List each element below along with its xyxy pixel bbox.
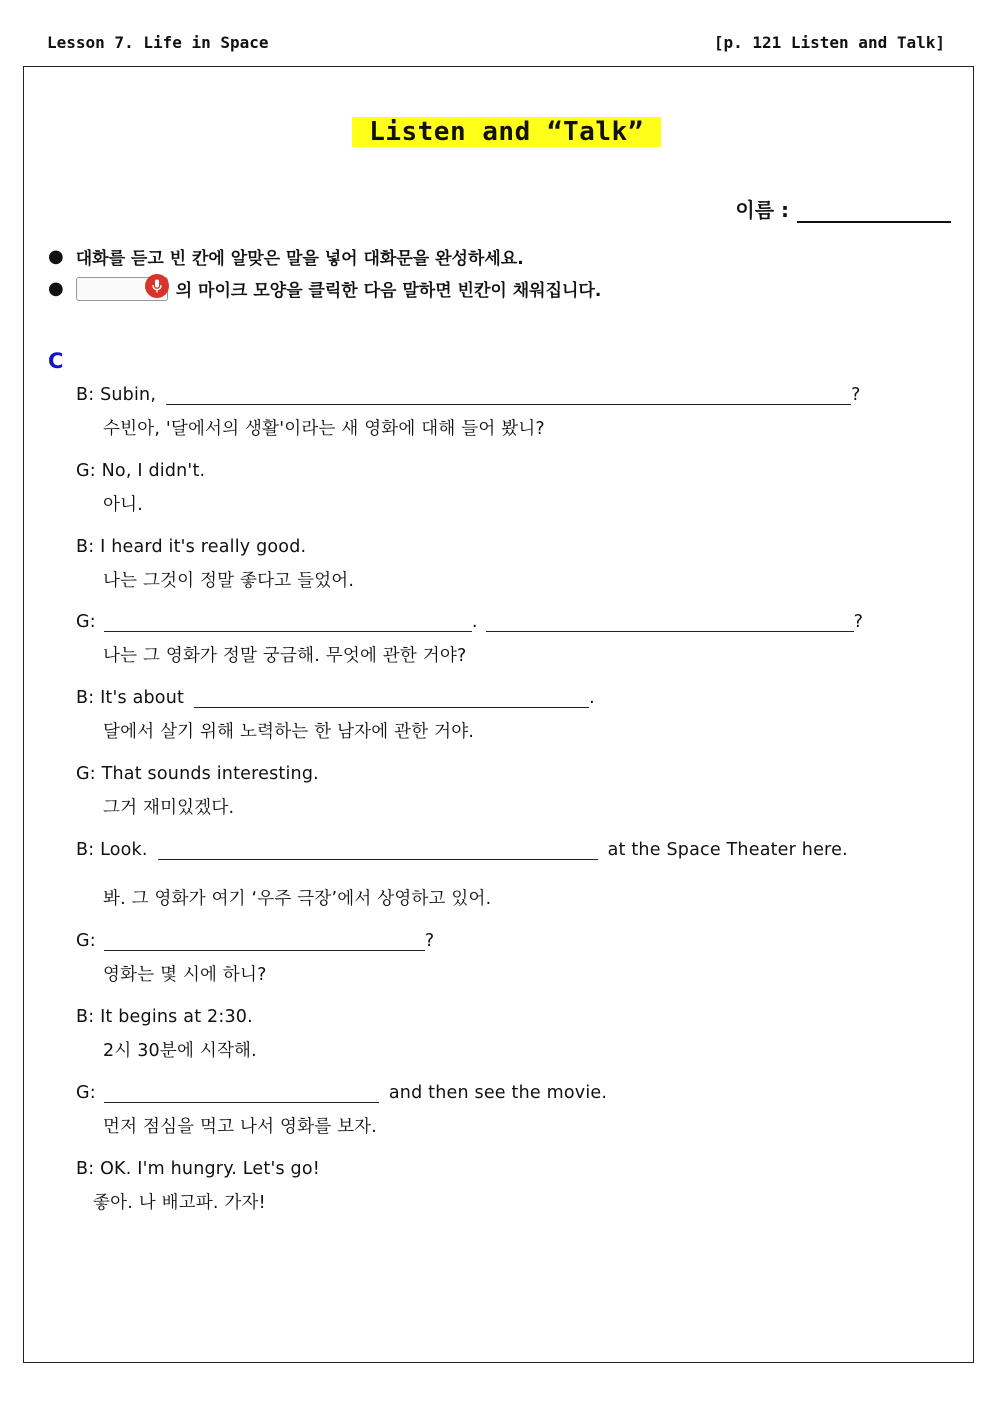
answer-blank-7[interactable] bbox=[104, 1088, 379, 1103]
translation-2: 아니. bbox=[103, 495, 143, 515]
dialogue-line-3: B: I heard it's really good. bbox=[76, 537, 307, 557]
bullet-icon: ● bbox=[48, 278, 64, 299]
dialogue-line-6: G: That sounds interesting. bbox=[76, 764, 319, 784]
dialogue-line-1 bbox=[76, 385, 861, 405]
translation-1: 수빈아, '달에서의 생활'이라는 새 영화에 대해 들어 봤니? bbox=[103, 419, 545, 439]
name-field bbox=[735, 194, 951, 223]
line-end: ? bbox=[851, 385, 861, 405]
speaker-label: G: bbox=[76, 612, 96, 632]
line-end: ? bbox=[424, 931, 435, 951]
line-text: B: It's about bbox=[76, 688, 185, 708]
line-text: Subin, bbox=[100, 385, 157, 405]
translation-6: 그거 재미있겠다. bbox=[103, 798, 235, 818]
translation-8: 영화는 몇 시에 하니? bbox=[103, 965, 267, 985]
microphone-icon bbox=[145, 274, 169, 298]
bullet-icon: ● bbox=[48, 246, 64, 267]
translation-3: 나는 그것이 정말 좋다고 들었어. bbox=[103, 571, 355, 591]
name-label: 이름 : bbox=[735, 198, 789, 222]
answer-blank-5[interactable] bbox=[158, 845, 598, 860]
line-text: B: Look. bbox=[76, 840, 148, 860]
dialogue-line-4 bbox=[76, 612, 863, 632]
speaker-label: B: bbox=[76, 385, 95, 405]
instruction-1-text: 대화를 듣고 빈 칸에 알맞은 말을 넣어 대화문을 완성하세요. bbox=[75, 249, 524, 269]
line-end: ? bbox=[853, 612, 864, 632]
speaker-label: G: bbox=[76, 931, 96, 951]
dialogue-line-7 bbox=[76, 840, 848, 860]
answer-blank-6[interactable] bbox=[104, 936, 425, 951]
dialogue-line-5 bbox=[76, 688, 595, 708]
translation-7: 봐. 그 영화가 여기 ‘우주 극장’에서 상영하고 있어. bbox=[103, 889, 492, 909]
translation-9: 2시 30분에 시작해. bbox=[103, 1041, 257, 1061]
answer-blank-3[interactable] bbox=[486, 617, 854, 632]
instruction-1 bbox=[48, 244, 524, 269]
dialogue-line-2: G: No, I didn't. bbox=[76, 461, 206, 481]
line-text-after: and then see the movie. bbox=[388, 1083, 608, 1103]
section-label: C bbox=[48, 349, 64, 373]
line-end: . bbox=[589, 688, 595, 708]
speaker-label: G: bbox=[76, 1083, 96, 1103]
name-blank[interactable] bbox=[797, 205, 951, 223]
translation-4: 나는 그 영화가 정말 궁금해. 무엇에 관한 거야? bbox=[103, 646, 467, 666]
instruction-2-text: 의 마이크 모양을 클릭한 다음 말하면 빈칸이 채워집니다. bbox=[175, 281, 602, 301]
translation-5: 달에서 살기 위해 노력하는 한 남자에 관한 거야. bbox=[103, 722, 475, 742]
instruction-2 bbox=[48, 276, 601, 301]
line-text-after: at the Space Theater here. bbox=[607, 840, 848, 860]
answer-blank-4[interactable] bbox=[194, 693, 589, 708]
dialogue-line-9: B: It begins at 2:30. bbox=[76, 1007, 253, 1027]
lesson-header: Lesson 7. Life in Space bbox=[47, 33, 269, 52]
translation-11: 좋아. 나 배고파. 가자! bbox=[93, 1193, 266, 1213]
page-reference: [p. 121 Listen and Talk] bbox=[713, 33, 945, 52]
answer-blank-1[interactable] bbox=[166, 390, 851, 405]
line-punct: . bbox=[471, 612, 478, 632]
dialogue-line-10 bbox=[76, 1083, 607, 1103]
answer-blank-2[interactable] bbox=[104, 617, 472, 632]
worksheet-title: Listen and “Talk” bbox=[352, 117, 661, 147]
dialogue-line-11: B: OK. I'm hungry. Let's go! bbox=[76, 1159, 320, 1179]
translation-10: 먼저 점심을 먹고 나서 영화를 보자. bbox=[103, 1117, 378, 1137]
sample-answer-box bbox=[76, 277, 168, 301]
dialogue-line-8 bbox=[76, 931, 434, 951]
